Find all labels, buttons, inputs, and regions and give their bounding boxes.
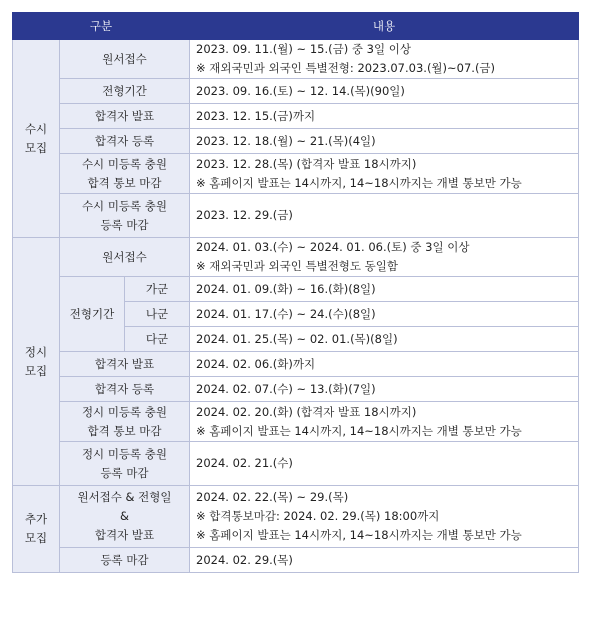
content-line: 2024. 01. 17.(수) ~ 24.(수)(8일)	[196, 306, 376, 321]
table-row	[13, 442, 579, 486]
row-content	[190, 548, 579, 573]
category-susi	[13, 40, 60, 238]
row-label-text: 전형기간	[102, 83, 147, 98]
category-label: 추가	[24, 512, 48, 526]
row-label	[60, 194, 190, 238]
row-label	[60, 40, 190, 79]
content-line: 2024. 01. 03.(수) ~ 2024. 01. 06.(토) 중 3일 이상	[196, 240, 470, 254]
table-row	[13, 40, 579, 79]
row-content	[190, 79, 579, 104]
content-note: ※ 합격통보마감: 2024. 02. 29.(목) 18:00까지	[196, 509, 440, 523]
row-label-text: &	[120, 509, 129, 523]
row-label	[60, 548, 190, 573]
row-content	[190, 129, 579, 154]
row-content	[190, 377, 579, 402]
category-chuga	[13, 486, 60, 573]
content-line: 2024. 02. 07.(수) ~ 13.(화)(7일)	[196, 381, 376, 396]
admission-schedule-table	[12, 12, 579, 573]
table-row	[13, 79, 579, 104]
table-row	[13, 548, 579, 573]
row-label	[60, 486, 190, 548]
group-label	[125, 327, 190, 352]
content-line: 2024. 02. 29.(목)	[196, 552, 293, 567]
row-label-text: 원서접수 & 전형일	[77, 490, 172, 504]
row-content	[190, 194, 579, 238]
header-category: 구분	[13, 13, 190, 40]
row-label-text: 정시 미등록 충원	[81, 446, 168, 461]
header-content: 내용	[190, 13, 579, 40]
row-content	[190, 302, 579, 327]
group-label	[125, 302, 190, 327]
category-label: 모집	[24, 140, 48, 155]
row-label	[60, 154, 190, 194]
row-content	[190, 154, 579, 194]
row-label	[60, 377, 190, 402]
content-line: 2024. 02. 06.(화)까지	[196, 356, 316, 371]
row-label-text: 정시 미등록 충원	[81, 404, 168, 419]
row-label-text: 원서접수	[102, 249, 147, 264]
row-label	[60, 104, 190, 129]
row-label-text: 합격 통보 마감	[87, 423, 162, 438]
row-label	[60, 442, 190, 486]
row-content	[190, 352, 579, 377]
content-line: 2023. 12. 18.(월) ~ 21.(목)(4일)	[196, 133, 376, 148]
category-jeongsi	[13, 238, 60, 486]
row-label-text: 등록 마감	[100, 552, 149, 567]
content-line: 2023. 09. 11.(월) ~ 15.(금) 중 3일 이상	[196, 42, 411, 56]
content-line: 2023. 12. 15.(금)까지	[196, 108, 316, 123]
category-label: 모집	[24, 531, 48, 545]
table-row	[13, 194, 579, 238]
content-note: ※ 홈페이지 발표는 14시까지, 14~18시까지는 개별 통보만 가능	[196, 175, 522, 190]
row-content	[190, 402, 579, 442]
content-note: ※ 홈페이지 발표는 14시까지, 14~18시까지는 개별 통보만 가능	[196, 528, 522, 542]
table-row	[13, 154, 579, 194]
content-line: 2024. 02. 21.(수)	[196, 456, 293, 470]
row-label-text: 전형기간	[69, 306, 115, 321]
content-line: 2023. 12. 29.(금)	[196, 208, 293, 222]
content-line: 2023. 09. 16.(토) ~ 12. 14.(목)(90일)	[196, 83, 405, 98]
row-content	[190, 238, 579, 277]
row-label-text: 수시 미등록 충원	[81, 156, 168, 171]
row-label-text: 등록 마감	[100, 217, 149, 232]
category-label: 정시	[24, 344, 48, 359]
row-label-text: 합격 통보 마감	[87, 175, 162, 190]
table-header-row	[13, 13, 579, 40]
row-label-text: 등록 마감	[100, 465, 149, 480]
row-label	[60, 129, 190, 154]
row-content	[190, 486, 579, 548]
category-label: 수시	[24, 121, 48, 136]
table-row	[13, 486, 579, 548]
row-label	[60, 79, 190, 104]
row-content	[190, 327, 579, 352]
group-label-text: 나군	[145, 306, 169, 321]
row-label-text: 합격자 발표	[94, 356, 155, 371]
content-line: 2024. 01. 09.(화) ~ 16.(화)(8일)	[196, 281, 376, 296]
row-content	[190, 442, 579, 486]
row-label	[60, 352, 190, 377]
content-note: ※ 재외국민과 외국인 특별전형도 동일함	[196, 259, 398, 273]
table-row	[13, 377, 579, 402]
content-line: 2024. 02. 20.(화) (합격자 발표 18시까지)	[196, 404, 417, 419]
row-content	[190, 40, 579, 79]
table-row	[13, 238, 579, 277]
content-line: 2024. 02. 22.(목) ~ 29.(목)	[196, 490, 349, 504]
row-label-text: 합격자 발표	[94, 528, 155, 542]
content-note: ※ 재외국민과 외국인 특별전형: 2023.07.03.(월)~07.(금)	[196, 61, 496, 75]
table-row	[13, 129, 579, 154]
table-row	[13, 277, 579, 302]
content-line: 2024. 01. 25.(목) ~ 02. 01.(목)(8일)	[196, 331, 398, 346]
row-content	[190, 104, 579, 129]
row-content	[190, 277, 579, 302]
table-row	[13, 352, 579, 377]
row-label-text: 수시 미등록 충원	[81, 198, 168, 213]
row-label-text: 합격자 등록	[94, 381, 155, 396]
row-label	[60, 402, 190, 442]
content-note: ※ 홈페이지 발표는 14시까지, 14~18시까지는 개별 통보만 가능	[196, 423, 522, 438]
row-label-period	[60, 277, 125, 352]
row-label-text: 합격자 발표	[94, 108, 155, 123]
table-row	[13, 402, 579, 442]
group-label-text: 다군	[145, 331, 169, 346]
row-label-text: 합격자 등록	[94, 133, 155, 148]
group-label-text: 가군	[145, 281, 169, 296]
category-label: 모집	[24, 363, 48, 378]
content-line: 2023. 12. 28.(목) (합격자 발표 18시까지)	[196, 156, 417, 171]
group-label	[125, 277, 190, 302]
table-row	[13, 104, 579, 129]
row-label	[60, 238, 190, 277]
row-label-text: 원서접수	[102, 51, 147, 66]
